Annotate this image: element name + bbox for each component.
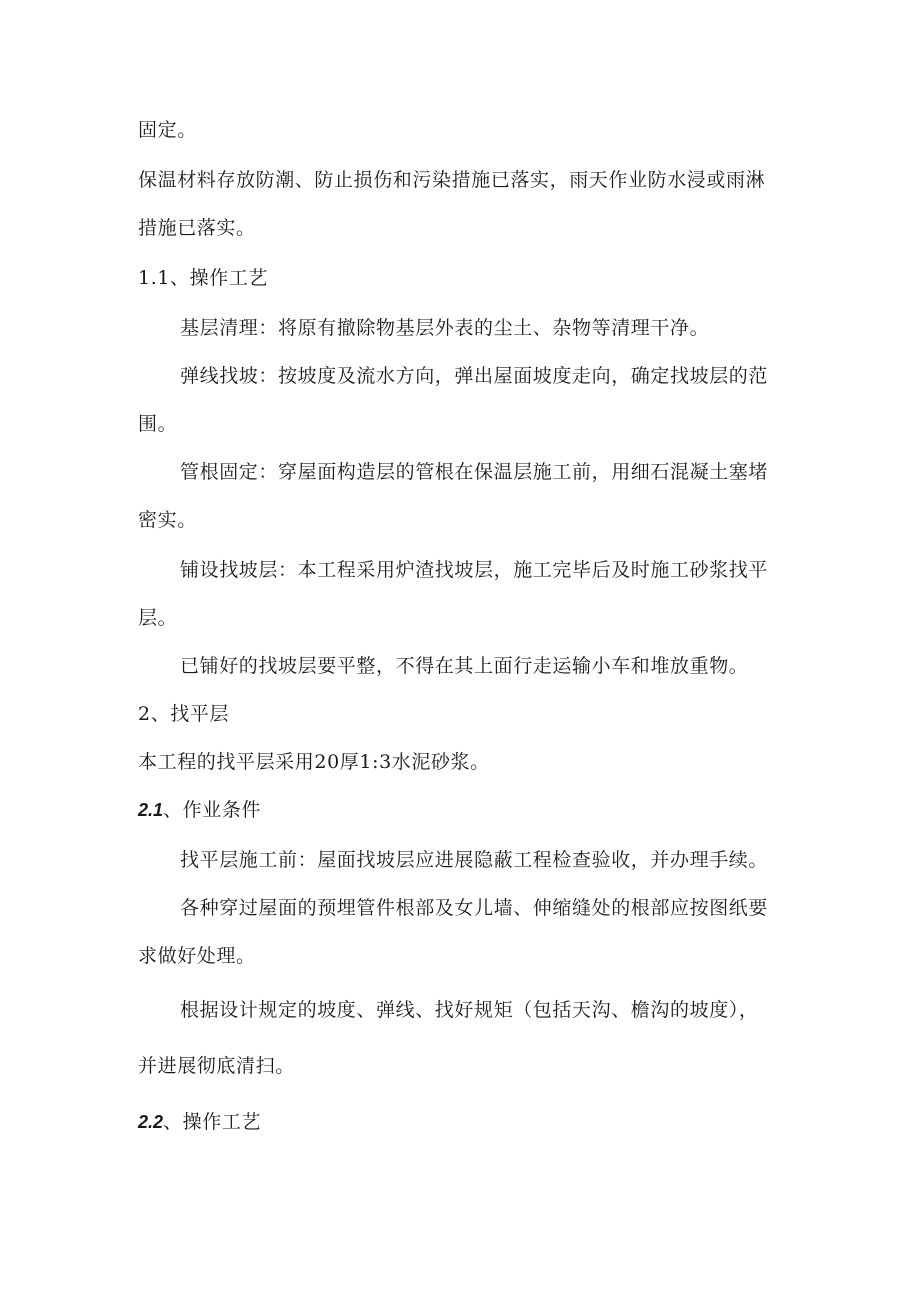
text-line: 层。	[138, 607, 178, 629]
heading-number: 2.1	[138, 800, 164, 820]
text-line: 管根固定：穿屋面构造层的管根在保温层施工前，用细石混凝土塞堵	[180, 461, 769, 483]
heading-text: 作业条件	[182, 799, 262, 821]
text-line: 弹线找坡：按坡度及流水方向，弹出屋面坡度走向，确定找坡层的范	[180, 365, 769, 387]
text-line: 各种穿过屋面的预埋管件根部及女儿墙、伸缩缝处的根部应按图纸要	[180, 897, 769, 919]
heading-separator: 、	[163, 1111, 183, 1133]
text-line: 根据设计规定的坡度、弹线、找好规矩（包括天沟、檐沟的坡度），	[180, 999, 759, 1021]
text-line: 并进展彻底清扫。	[138, 1055, 295, 1077]
heading-text: 操作工艺	[182, 1111, 262, 1133]
heading-separator: 、	[163, 799, 183, 821]
subsection-heading-2-1	[138, 798, 261, 822]
text-line: 密实。	[138, 509, 197, 531]
section-heading: 1.1、操作工艺	[138, 267, 269, 289]
text-line: 找平层施工前：屋面找坡层应进展隐蔽工程检查验收，并办理手续。	[180, 849, 769, 871]
text-line: 已铺好的找坡层要平整，不得在其上面行走运输小车和堆放重物。	[180, 655, 749, 677]
text-line: 基层清理：将原有撤除物基层外表的尘土、杂物等清理干净。	[180, 317, 710, 339]
text-line: 本工程的找平层采用20厚1:3水泥砂浆。	[138, 751, 490, 773]
text-line: 固定。	[138, 119, 197, 141]
text-line: 求做好处理。	[138, 945, 256, 967]
text-line: 保温材料存放防潮、防止损伤和污染措施已落实，雨天作业防水浸或雨淋	[138, 169, 766, 191]
text-line: 措施已落实。	[138, 217, 256, 239]
heading-number: 2.2	[138, 1112, 164, 1132]
subsection-heading-2-2	[138, 1110, 261, 1134]
text-line: 铺设找坡层：本工程采用炉渣找坡层，施工完毕后及时施工砂浆找平	[180, 559, 769, 581]
text-line: 围。	[138, 413, 178, 435]
section-heading: 2、找平层	[138, 703, 230, 725]
